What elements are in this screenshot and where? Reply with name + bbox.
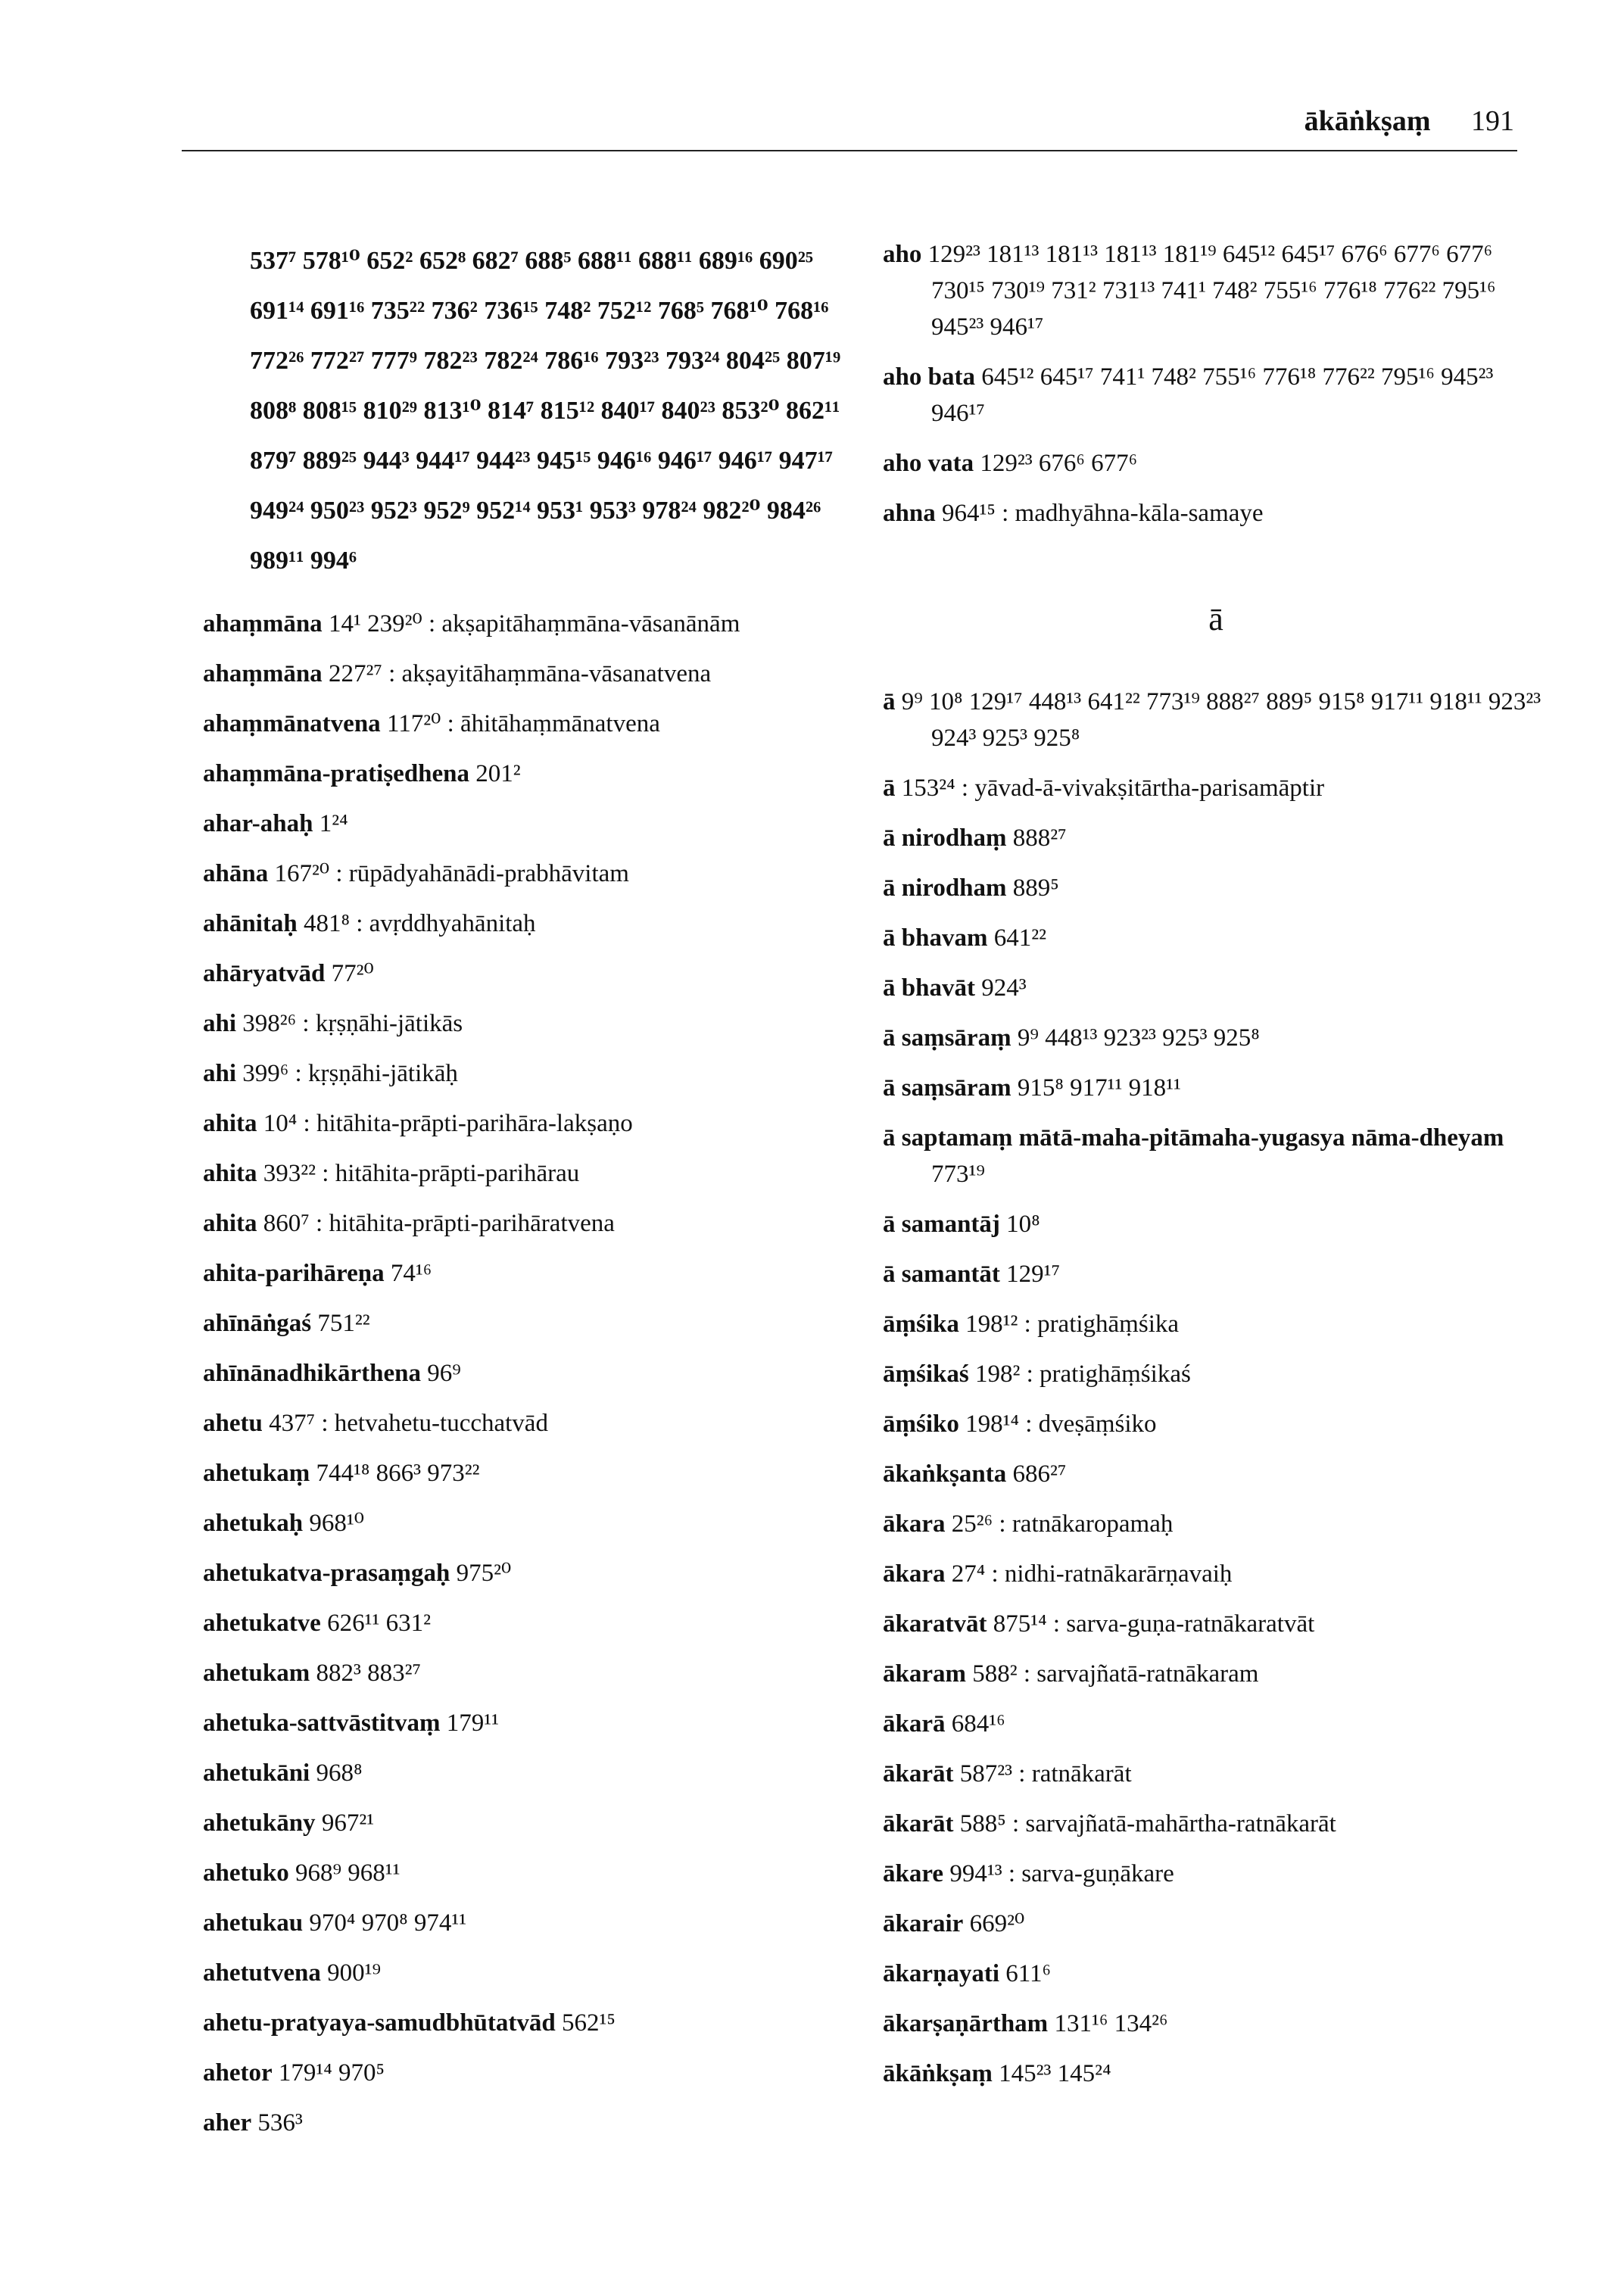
- entry-headword: ākarāt: [883, 1810, 954, 1837]
- index-entry: [203, 1305, 869, 1342]
- entry-references: 9⁹ 10⁸ 129¹⁷ 448¹³ 641²² 773¹⁹ 888²⁷ 889⁵ 915⁸ 917¹¹ 918¹¹ 923²³ 924³ 925³ 925⁸: [901, 688, 1541, 752]
- index-entry: [203, 1855, 869, 1891]
- entry-headword: ākāṅkṣaṃ: [883, 2060, 993, 2087]
- entry-headword: ā saṃsāram: [883, 1074, 1011, 1102]
- entry-references: 587²³ : ratnākarāt: [959, 1760, 1132, 1788]
- index-entry: [883, 359, 1549, 432]
- continued-references: 537⁷ 578¹⁰ 652² 652⁸ 682⁷ 688⁵ 688¹¹ 688¹¹ 689¹⁶ 690²⁵ 691¹⁴ 691¹⁶ 735²² 736² 736¹⁵ 748² 752¹² 768⁵ 768¹⁰ 768¹⁶ 772²⁶ 772²⁷ 777⁹ 782²³ 782²⁴ 786¹⁶ 793²³ 793²⁴ 804²⁵ 807¹⁹ 808⁸ 808¹⁵ 810²⁹ 813¹⁰ 814⁷ 815¹² 840¹⁷ 840²³ 853²⁰ 862¹¹ 879⁷ 889²⁵ 944³ 944¹⁷ 944²³ 945¹⁵ 946¹⁶ 946¹⁷ 946¹⁷ 947¹⁷ 949²⁴ 950²³ 952³ 952⁹ 952¹⁴ 953¹ 953³ 978²⁴ 982²⁰ 984²⁶ 989¹¹ 994⁶: [250, 247, 841, 575]
- entry-references: 875¹⁴ : sarva-guṇa-ratnākaratvāt: [993, 1610, 1315, 1638]
- index-entry: [883, 1456, 1549, 1492]
- index-entry: [203, 1055, 869, 1092]
- entry-headword: ahānitaḥ: [203, 910, 298, 937]
- entry-headword: ā samantāj: [883, 1211, 1000, 1238]
- index-entry: [203, 656, 869, 692]
- entry-headword: ahetu-pratyaya-samudbhūtatvād: [203, 2009, 556, 2037]
- entry-headword: ahetukatva-prasaṃgaḥ: [203, 1560, 450, 1587]
- index-entry: [883, 770, 1549, 806]
- entry-headword: ā saṃsāraṃ: [883, 1024, 1011, 1052]
- entry-headword: ahāryatvād: [203, 960, 326, 987]
- entry-references: 860⁷ : hitāhita-prāpti-parihāratvena: [263, 1210, 615, 1237]
- entry-headword: ahi: [203, 1060, 237, 1087]
- entry-headword: ā: [883, 688, 896, 715]
- entry-headword: ā bhavāt: [883, 974, 975, 1002]
- index-entry: [883, 870, 1549, 906]
- index-entry: [203, 955, 869, 992]
- index-entry: [883, 1706, 1549, 1742]
- entry-headword: aho vata: [883, 450, 974, 477]
- entry-headword: ahīnāṅgaś: [203, 1310, 312, 1337]
- entry-references: 968⁹ 968¹¹: [295, 1859, 401, 1887]
- entry-headword: ākarāt: [883, 1760, 954, 1788]
- right-column: [883, 236, 1549, 2105]
- entry-references: 25²⁶ : ratnākaropamaḥ: [951, 1510, 1174, 1538]
- entry-references: 744¹⁸ 866³ 973²²: [316, 1460, 480, 1487]
- entry-headword: ā samantāt: [883, 1261, 1000, 1288]
- entry-references: 153²⁴ : yāvad-ā-vivakṣitārtha-parisamāptir: [901, 775, 1325, 802]
- entry-headword: ahaṃmāna-pratiṣedhena: [203, 760, 470, 787]
- index-entry: [203, 1605, 869, 1641]
- entry-references: 179¹¹: [446, 1710, 500, 1737]
- index-entry: [883, 1256, 1549, 1292]
- index-entry: [203, 2005, 869, 2041]
- entry-references: 117²⁰ : āhitāhaṃmānatvena: [386, 710, 660, 737]
- entry-references: 536³: [257, 2109, 303, 2137]
- index-entry: [883, 1656, 1549, 1692]
- entry-references: 198¹⁴ : dveṣāṃśiko: [965, 1410, 1157, 1438]
- entry-references: 167²⁰ : rūpādyahānādi-prabhāvitam: [274, 860, 629, 887]
- index-entry: [203, 1705, 869, 1741]
- index-entry: [203, 856, 869, 892]
- entry-references: 669²⁰: [969, 1910, 1025, 1937]
- entry-headword: ahāna: [203, 860, 269, 887]
- index-entry: [203, 1355, 869, 1392]
- running-head: [1151, 104, 1514, 138]
- index-entry: [883, 1356, 1549, 1392]
- entry-headword: ahetukāni: [203, 1759, 310, 1787]
- entry-references: 967²¹: [321, 1809, 375, 1837]
- entry-headword: aho: [883, 241, 922, 268]
- index-entry: [203, 1955, 869, 1991]
- running-headword: ākāṅkṣaṃ: [1304, 105, 1431, 137]
- entry-references: 198² : pratighāṃśikaś: [974, 1361, 1191, 1388]
- entry-headword: ākarṇayati: [883, 1960, 1000, 1987]
- entry-references: 131¹⁶ 134²⁶: [1054, 2010, 1168, 2037]
- index-entry: [203, 1655, 869, 1691]
- index-entry: [203, 1555, 869, 1591]
- entry-references: 968¹⁰: [309, 1510, 364, 1537]
- right-entry-list: [883, 684, 1549, 2092]
- entry-headword: ā: [883, 775, 896, 802]
- entry-headword: aher: [203, 2109, 252, 2137]
- entry-headword: ahetu: [203, 1410, 263, 1437]
- index-entry: [883, 1120, 1549, 1192]
- entry-references: 10⁴ : hitāhita-prāpti-parihāra-lakṣaṇo: [263, 1110, 633, 1137]
- entry-headword: ākara: [883, 1510, 946, 1538]
- entry-references: 888²⁷: [1012, 824, 1067, 852]
- entry-references: 751²²: [317, 1310, 370, 1337]
- entry-headword: ā saptamaṃ mātā-maha-pitāmaha-yugasya nāma-dheyam: [883, 1124, 1504, 1152]
- entry-references: 481⁸ : avṛddhyahānitaḥ: [303, 910, 536, 937]
- index-entry: [203, 1405, 869, 1442]
- entry-headword: āṃśiko: [883, 1410, 959, 1438]
- entry-references: 227²⁷ : akṣayitāhaṃmāna-vāsanatvena: [328, 660, 712, 687]
- entry-headword: ahīnānadhikārthena: [203, 1360, 421, 1387]
- index-entry: [883, 684, 1549, 756]
- entry-headword: ahetor: [203, 2059, 273, 2087]
- entry-headword: ahetuka-sattvāstitvaṃ: [203, 1710, 441, 1737]
- index-entry: [883, 2056, 1549, 2092]
- entry-headword: ākaratvāt: [883, 1610, 987, 1638]
- entry-references: 198¹² : pratighāṃśika: [965, 1311, 1180, 1338]
- index-entry: [203, 1255, 869, 1292]
- index-entry: [883, 2006, 1549, 2042]
- entry-references: 645¹² 645¹⁷ 741¹ 748² 755¹⁶ 776¹⁸ 776²² 795¹⁶ 945²³ 946¹⁷: [931, 363, 1494, 427]
- entry-references: 611⁶: [1005, 1960, 1052, 1987]
- index-entry: [883, 495, 1549, 531]
- entry-references: 968⁸: [316, 1759, 363, 1787]
- index-entry: [203, 905, 869, 942]
- entry-references: 970⁴ 970⁸ 974¹¹: [309, 1909, 467, 1937]
- entry-headword: ā nirodhaṃ: [883, 824, 1007, 852]
- index-entry: [883, 920, 1549, 956]
- entry-references: 129²³ 676⁶ 677⁶: [980, 450, 1138, 477]
- entry-headword: ākare: [883, 1860, 944, 1887]
- index-entry: [883, 1020, 1549, 1056]
- entry-references: 994¹³ : sarva-guṇākare: [949, 1860, 1174, 1887]
- index-entry: [203, 2105, 869, 2141]
- entry-headword: ahita: [203, 1110, 257, 1137]
- entry-references: 77²⁰: [331, 960, 374, 987]
- entry-headword: āṃśika: [883, 1311, 959, 1338]
- entry-headword: ahaṃmāna: [203, 660, 323, 687]
- entry-headword: ahita-parihāreṇa: [203, 1260, 385, 1287]
- index-entry: [203, 606, 869, 642]
- entry-references: 882³ 883²⁷: [316, 1660, 421, 1687]
- index-entry: [203, 806, 869, 842]
- entry-headword: ākarā: [883, 1710, 946, 1738]
- entry-references: 398²⁶ : kṛṣṇāhi-jātikās: [242, 1010, 463, 1037]
- entry-headword: ahaṃmāna: [203, 610, 323, 637]
- left-entry-list: [203, 606, 869, 2141]
- entry-references: 588² : sarvajñatā-ratnākaram: [972, 1660, 1259, 1688]
- index-entry: [203, 1105, 869, 1142]
- index-entry: [883, 236, 1549, 345]
- entry-references: 399⁶ : kṛṣṇāhi-jātikāḥ: [242, 1060, 458, 1087]
- entry-headword: ākaṅkṣanta: [883, 1460, 1007, 1488]
- index-entry: [203, 1455, 869, 1491]
- index-entry: [883, 1606, 1549, 1642]
- entry-headword: ahaṃmānatvena: [203, 710, 381, 737]
- index-entry: [883, 1306, 1549, 1342]
- entry-references: 10⁸: [1006, 1211, 1040, 1238]
- entry-references: 975²⁰: [456, 1560, 512, 1587]
- entry-headword: ahetukam: [203, 1660, 310, 1687]
- entry-headword: ākarṣaṇārtham: [883, 2010, 1049, 2037]
- entry-references: 74¹⁶: [390, 1260, 432, 1287]
- entry-headword: ahna: [883, 500, 936, 527]
- entry-headword: ahetukaṃ: [203, 1460, 310, 1487]
- entry-headword: ahetukau: [203, 1909, 304, 1937]
- entry-headword: ahetukaḥ: [203, 1510, 304, 1537]
- index-entry: [203, 1805, 869, 1841]
- index-entry: [883, 1906, 1549, 1942]
- index-entry: [203, 2055, 869, 2091]
- index-entry: [203, 1155, 869, 1192]
- entry-headword: āṃśikaś: [883, 1361, 969, 1388]
- section-letter: ā: [1208, 600, 1223, 637]
- index-entry: [883, 1756, 1549, 1792]
- entry-headword: ā nirodham: [883, 874, 1007, 902]
- index-entry: [883, 1506, 1549, 1542]
- entry-headword: ahar-ahaḥ: [203, 810, 313, 837]
- entry-references: 96⁹: [427, 1360, 461, 1387]
- entry-references: 129¹⁷: [1006, 1261, 1061, 1288]
- entry-headword: ā bhavam: [883, 924, 988, 952]
- entry-headword: ahi: [203, 1010, 237, 1037]
- entry-references: 27⁴ : nidhi-ratnākarārṇavaiḥ: [951, 1560, 1233, 1588]
- entry-references: 201²: [475, 760, 521, 787]
- index-entry: [883, 820, 1549, 856]
- entry-references: 129²³ 181¹³ 181¹³ 181¹³ 181¹⁹ 645¹² 645¹⁷ 676⁶ 677⁶ 677⁶ 730¹⁵ 730¹⁹ 731² 731¹³ 741¹ 748² 755¹⁶ 776¹⁸ 776²² 795¹⁶ 945²³ 946¹⁷: [927, 241, 1496, 341]
- entry-headword: ahita: [203, 1210, 257, 1237]
- page-number: 191: [1471, 105, 1514, 137]
- index-entry: [203, 706, 869, 742]
- entry-references: 900¹⁹: [327, 1959, 381, 1987]
- entry-headword: ākarair: [883, 1910, 964, 1937]
- entry-references: 889⁵: [1012, 874, 1059, 902]
- index-entry: [203, 756, 869, 792]
- index-entry: [883, 1070, 1549, 1106]
- entry-references: 588⁵ : sarvajñatā-mahārtha-ratnākarāt: [959, 1810, 1336, 1837]
- index-entry: [883, 1406, 1549, 1442]
- entry-references: 686²⁷: [1012, 1460, 1067, 1488]
- left-column: [203, 236, 869, 2155]
- header-rule: [182, 150, 1517, 151]
- right-entry-list-top: [883, 236, 1549, 531]
- index-entry: [883, 1206, 1549, 1242]
- entry-references: 773¹⁹: [931, 1161, 985, 1188]
- index-entry: [203, 1755, 869, 1791]
- entry-references: 437⁷ : hetvahetu-tucchatvād: [269, 1410, 548, 1437]
- index-entry: [203, 1205, 869, 1242]
- entry-references: 562¹⁵: [562, 2009, 616, 2037]
- index-entry: [203, 1005, 869, 1042]
- entry-headword: ākara: [883, 1560, 946, 1588]
- entry-references: 1²⁴: [319, 810, 348, 837]
- index-entry: [883, 1956, 1549, 1992]
- entry-references: 641²²: [993, 924, 1046, 952]
- entry-references: 14¹ 239²⁰ : akṣapitāhaṃmāna-vāsanānām: [328, 610, 740, 637]
- index-entry: [883, 445, 1549, 482]
- index-entry: [203, 1905, 869, 1941]
- entry-references: 924³: [981, 974, 1027, 1002]
- entry-headword: aho bata: [883, 363, 975, 391]
- entry-references: 915⁸ 917¹¹ 918¹¹: [1017, 1074, 1181, 1102]
- entry-headword: ahetutvena: [203, 1959, 321, 1987]
- entry-references: 626¹¹ 631²: [327, 1610, 432, 1637]
- entry-references: 684¹⁶: [951, 1710, 1005, 1738]
- entry-headword: ahetukāny: [203, 1809, 316, 1837]
- entry-references: 9⁹ 448¹³ 923²³ 925³ 925⁸: [1017, 1024, 1260, 1052]
- entry-references: 393²² : hitāhita-prāpti-parihārau: [263, 1160, 580, 1187]
- index-entry: [883, 1806, 1549, 1842]
- entry-headword: ahetukatve: [203, 1610, 321, 1637]
- entry-headword: ahetuko: [203, 1859, 289, 1887]
- index-entry: [203, 1505, 869, 1541]
- entry-references: 145²³ 145²⁴: [999, 2060, 1111, 2087]
- entry-references: 964¹⁵ : madhyāhna-kāla-samaye: [941, 500, 1264, 527]
- index-entry: [883, 1856, 1549, 1892]
- index-entry: [883, 1556, 1549, 1592]
- entry-headword: ākaram: [883, 1660, 966, 1688]
- index-entry: [883, 970, 1549, 1006]
- entry-headword: ahita: [203, 1160, 257, 1187]
- entry-references: 179¹⁴ 970⁵: [278, 2059, 385, 2087]
